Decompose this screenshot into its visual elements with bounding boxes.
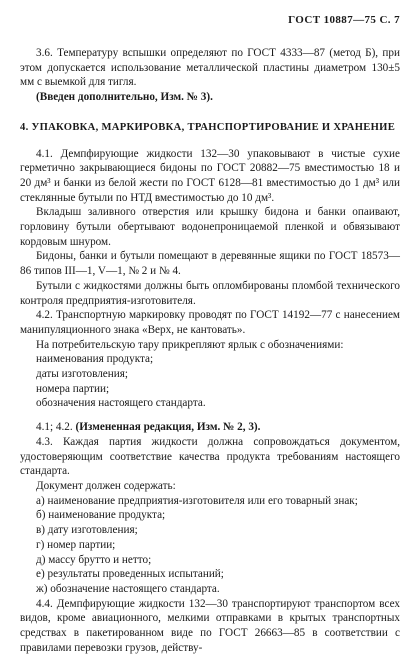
paragraph-4-4: 4.4. Демпфирующие жидкости 132—30 транспортируют транспортом всех видов, кроме авиационного, мелкими отправками в крытых транспортных средствах в пакетированном виде по ГОСТ 26663—85 в соответствии с правилами перевозки грузов, действу-: [20, 597, 400, 654]
paragraph-4-1: 4.1. Демпфирующие жидкости 132—30 упаковывают в чистые сухие герметично закрывающиеся бидоны по ГОСТ 20882—75 вместимостью 18 и 20 дм³ и банки из белой жести по ГОСТ 6128—81 вместимостью до 1 дм³ или стеклянные бутыли по НТД вместимостью до 10 дм³.: [20, 147, 400, 204]
label-item-date: даты изготовления;: [36, 368, 128, 381]
paragraph-3-6: 3.6. Температуру вспышки определяют по ГОСТ 4333—87 (метод Б), при этом допускается использование металлической пластины диаметром 130±5 мм с выемкой для тигля.: [20, 47, 400, 89]
list-item-zh: ж) обозначение настоящего стандарта.: [36, 582, 220, 595]
section-title-4: 4. УПАКОВКА, МАРКИРОВКА, ТРАНСПОРТИРОВАНИЕ И ХРАНЕНИЕ: [20, 121, 396, 133]
label-item-batch: номера партии;: [36, 382, 110, 395]
amendment-note-4-1-4-2: [20, 420, 400, 435]
amendment-clause-ref: 4.1; 4.2.: [36, 421, 73, 434]
paragraph-4-2: 4.2. Транспортную маркировку проводят по ГОСТ 14192—77 с нанесением манипуляционного знака «Верх, не кантовать».: [20, 309, 400, 336]
page-header: ГОСТ 10887—75 С. 7: [288, 14, 400, 26]
paragraph-4-3: 4.3. Каждая партия жидкости должна сопровождаться документом, удостоверяющим соответствие качества продукта требованиям настоящего стандарта.: [20, 435, 400, 478]
amendment-note-text: (Измененная редакция, Изм. № 2, 3).: [75, 421, 261, 434]
paragraph-boxes: Бидоны, банки и бутыли помещают в деревянные ящики по ГОСТ 18573—86 типов III—1, V—1, № 2 и № 4.: [20, 250, 400, 278]
label-item-standard: обозначения настоящего стандарта.: [36, 397, 206, 410]
document-body: [20, 46, 400, 655]
paragraph-seals: Бутыли с жидкостями должны быть опломбированы пломбой технического контроля предприятия-изготовителя.: [20, 279, 400, 307]
paragraph-sealing: Вкладыш заливного отверстия или крышку бидона и банки опаивают, горловину бутыли обертывают водонепроницаемой пленкой и обвязывают кордовым шнуром.: [20, 206, 400, 248]
list-item-d: д) массу брутто и нетто;: [36, 553, 152, 566]
paragraph-label-intro: На потребительскую тару прикрепляют ярлык с обозначениями:: [36, 338, 344, 351]
paragraph-document-contents: Документ должен содержать:: [36, 479, 176, 492]
list-item-g: г) номер партии;: [36, 538, 116, 551]
list-item-a: а) наименование предприятия-изготовителя или его товарный знак;: [36, 494, 358, 507]
list-item-e: е) результаты проведенных испытаний;: [36, 568, 224, 581]
label-item-product: наименования продукта;: [36, 353, 154, 366]
list-item-v: в) дату изготовления;: [36, 524, 138, 537]
list-item-b: б) наименование продукта;: [36, 509, 166, 522]
amendment-note-3-6: (Введен дополнительно, Изм. № 3).: [36, 91, 213, 104]
paragraph-spacer: [20, 411, 400, 420]
